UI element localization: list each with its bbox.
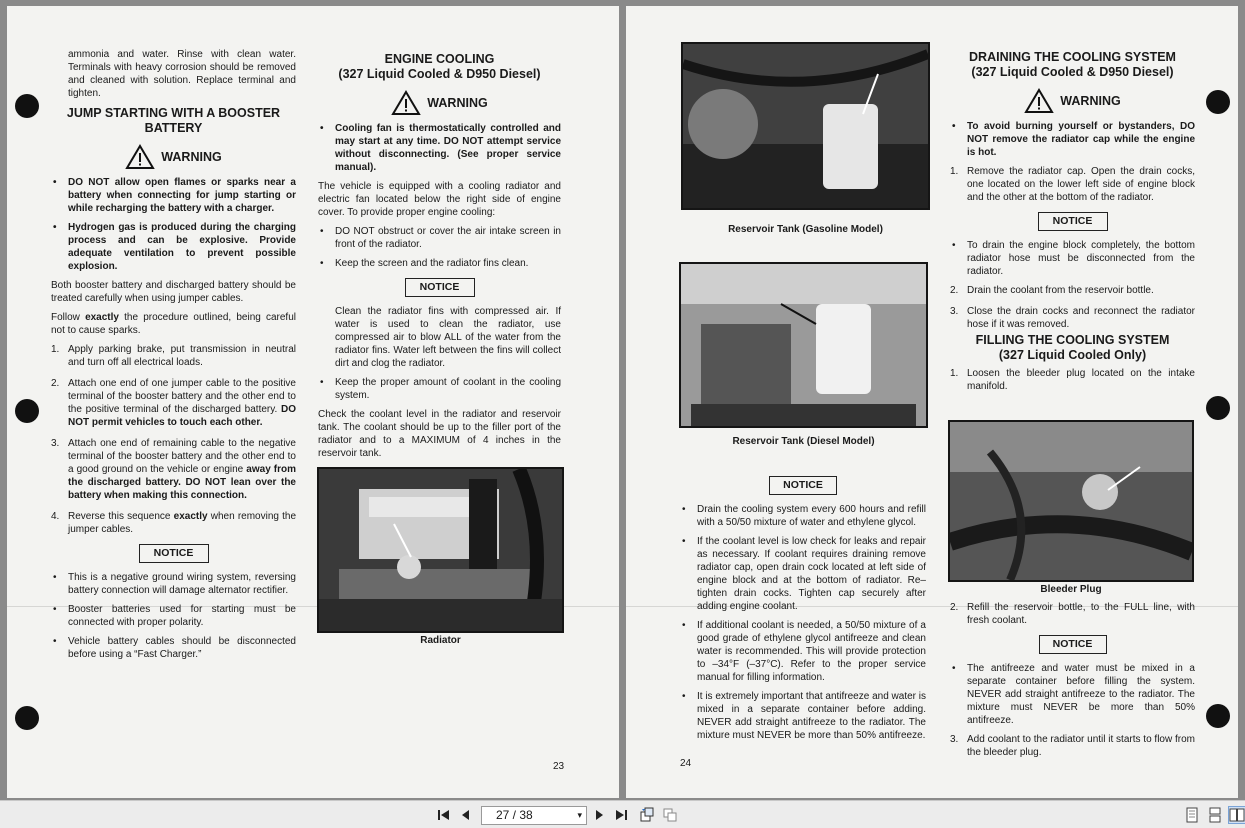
engine-cooling-heading: ENGINE COOLING (384, 52, 495, 66)
list-item: • Drain the cooling system every 600 hours and refill with a 50/50 mixture of water and ethylene glycol. (680, 503, 926, 529)
notice-list (680, 503, 926, 742)
paragraph: Check the coolant level in the radiator and reservoir tank. The coolant should be up to the filler port of the radiator and to a MAXIMUM of 4 inches in the reservoir tank. (318, 409, 561, 459)
steps-list (950, 165, 1195, 204)
binder-hole (1206, 90, 1230, 114)
list-item: • It is extremely important that antifreeze and water is mixed in a separate container before adding. NEVER add straight antifreeze to the radiator. The mixture must NEVER be more than 50% antifreeze. (680, 690, 926, 742)
bullet-list (318, 376, 561, 402)
page-23 (7, 6, 619, 798)
warning-label: WARNING (161, 149, 222, 164)
filling-heading: FILLING THE COOLING SYSTEM (975, 333, 1170, 347)
list-item: 2. Refill the reservoir bottle, to the FULL line, with fresh coolant. (950, 602, 1195, 626)
reservoir-gasoline-photo (681, 42, 930, 210)
warning-triangle-icon (391, 90, 421, 116)
radiator-caption: Radiator (420, 635, 461, 646)
last-page-icon[interactable] (613, 807, 629, 823)
list-item: • DO NOT allow open flames or sparks near a battery when connecting for jump starting or while recharging the battery with a charger. (51, 176, 296, 215)
page-24 (626, 6, 1238, 798)
steps-list (950, 733, 1195, 759)
warning-banner (318, 90, 561, 116)
steps-list (950, 284, 1195, 331)
paragraph: Both booster battery and discharged battery should be treated carefully when using jumper cables. (51, 280, 296, 304)
list-item: • Vehicle battery cables should be disconnected before using a “Fast Charger.” (51, 635, 296, 661)
notice-text: Clean the radiator fins with compressed air. If water is used to clean the radiator, use compressed air to blow ALL of the water from the radiator fins. Water left between the fins will collect dirt and clog the radiator. (335, 306, 561, 369)
intro-text: ammonia and water. Rinse with clean water. Terminals with heavy corrosion should be removed and cleaned with solution. Replace terminal and tighten. (68, 49, 296, 99)
continuous-icon[interactable] (1207, 807, 1223, 823)
right-column (318, 46, 561, 466)
viewer-toolbar (0, 800, 1245, 828)
list-item: 1. Remove the radiator cap. Open the drain cocks, one located on the lower left side of engine block and the other at the bottom of the radiator. (950, 166, 1195, 203)
list-item: • The antifreeze and water must be mixed in a separate container before filling the system. NEVER add straight antifreeze to the radiator. The mixture must NEVER be more than 50% antifreeze. (950, 662, 1195, 727)
warning-list (318, 122, 561, 174)
paragraph: The vehicle is equipped with a cooling radiator and electric fan located below the right side of engine cover. To provide proper engine cooling: (318, 181, 561, 218)
paragraph: Follow exactly the procedure outlined, being careful not to cause sparks. (51, 312, 296, 336)
draining-heading: DRAINING THE COOLING SYSTEM (969, 50, 1176, 64)
list-item: • DO NOT obstruct or cover the air intake screen in front of the radiator. (318, 225, 561, 251)
reservoir-diesel-image (681, 264, 926, 426)
binder-hole (1206, 704, 1230, 728)
single-page-icon[interactable] (1184, 807, 1200, 823)
notice-box: NOTICE (1039, 635, 1107, 654)
copy-icon[interactable] (662, 807, 678, 823)
chevron-down-icon: ▾ (577, 810, 582, 820)
right-column-lower (950, 601, 1195, 767)
notice-box: NOTICE (405, 278, 475, 297)
list-item: • If the coolant level is low check for leaks and repair as necessary. If coolant requires draining remove radiator cap, open drain cock located at left side of engine block and at the bottom of radiator. Re–tighten drain cocks. Tighten cap securely after adding engine coolant. (680, 535, 926, 613)
steps-list (51, 343, 296, 536)
reservoir-diesel-photo (679, 262, 928, 428)
bleeder-plug-photo (948, 420, 1194, 582)
two-page-icon[interactable] (1229, 807, 1245, 823)
list-item: • Cooling fan is thermostatically controlled and may start at any time. DO NOT attempt service without disconnecting. (See proper service manual). (318, 122, 561, 174)
left-column (680, 468, 926, 748)
warning-triangle-icon (125, 144, 155, 170)
notice-box: NOTICE (1038, 212, 1108, 231)
list-item: • Hydrogen gas is produced during the charging process and can be explosive. Provide adequate ventilation to prevent possible explosion. (51, 221, 296, 273)
warning-label: WARNING (427, 95, 488, 110)
radiator-photo (317, 467, 564, 633)
list-item: 3. Close the drain cocks and reconnect the radiator hose if it was removed. (950, 306, 1195, 330)
notice-box: NOTICE (769, 476, 837, 495)
list-item: • This is a negative ground wiring system, reversing battery connection will damage alternator rectifier. (51, 571, 296, 597)
notice-list (950, 239, 1195, 278)
list-item: 4. Reverse this sequence exactly when removing the jumper cables. (51, 511, 297, 535)
first-page-icon[interactable] (436, 807, 452, 823)
list-item: 2. Attach one end of one jumper cable to the positive terminal of the booster battery and the other end to the positive terminal of the discharged battery. DO NOT permit vehicles to touch each other. (51, 378, 296, 428)
list-item: • Keep the screen and the radiator fins clean. (318, 257, 561, 270)
bleeder-plug-caption: Bleeder Plug (1040, 584, 1102, 595)
list-item: • Booster batteries used for starting must be connected with proper polarity. (51, 603, 296, 629)
page-number: 23 (553, 761, 565, 772)
reservoir-gasoline-caption: Reservoir Tank (Gasoline Model) (728, 224, 883, 235)
radiator-image (319, 469, 562, 631)
reservoir-gasoline-image (683, 44, 928, 208)
warning-banner (950, 88, 1195, 114)
jump-start-heading: JUMP STARTING WITH A BOOSTER BATTERY (66, 106, 281, 135)
list-item: 1. Loosen the bleeder plug located on the intake manifold. (950, 368, 1195, 392)
steps-list (950, 601, 1195, 627)
reservoir-diesel-caption: Reservoir Tank (Diesel Model) (732, 436, 875, 447)
list-item: • To avoid burning yourself or bystanders, DO NOT remove the radiator cap while the engine is hot. (950, 120, 1195, 159)
list-item: • If additional coolant is needed, a 50/50 mixture of a good grade of ethylene glycol antifreeze and clean water is recommended. This will provide protection to –34°F (–37°C). Refer to the proper service manual for filling information. (680, 619, 926, 684)
prev-page-icon[interactable] (458, 807, 474, 823)
notice-list (51, 571, 296, 661)
filling-subheading: (327 Liquid Cooled Only) (998, 348, 1147, 362)
warning-list (950, 120, 1195, 159)
page-indicator: 27 / 38 (496, 808, 533, 822)
list-item: 2. Drain the coolant from the reservoir bottle. (950, 285, 1154, 296)
thumbnails-icon[interactable] (639, 807, 655, 823)
list-item: 1. Apply parking brake, put transmission in neutral and turn off all electrical loads. (51, 344, 296, 368)
list-item: 3. Add coolant to the radiator until it starts to flow from the bleeder plug. (950, 734, 1195, 758)
engine-cooling-subheading: (327 Liquid Cooled & D950 Diesel) (338, 67, 541, 81)
binder-hole (1206, 396, 1230, 420)
list-item: 3. Attach one end of remaining cable to the negative terminal of the booster battery and the other end to a good ground on the vehicle or engine away from the discharged battery. DO NOT lean over the battery when making this connection. (51, 438, 297, 501)
draining-subheading: (327 Liquid Cooled & D950 Diesel) (971, 65, 1174, 79)
page-number: 24 (680, 758, 692, 769)
bleeder-plug-image (950, 422, 1192, 580)
steps-list (950, 367, 1195, 393)
notice-box: NOTICE (139, 544, 209, 563)
warning-banner (51, 144, 296, 170)
warning-triangle-icon (1024, 88, 1054, 114)
next-page-icon[interactable] (591, 807, 607, 823)
bullet-list (318, 225, 561, 270)
warning-label: WARNING (1060, 93, 1121, 108)
warning-list (51, 176, 296, 273)
notice-list (950, 662, 1195, 727)
binder-hole (15, 94, 39, 118)
list-item: • To drain the engine block completely, the bottom radiator hose must be disconnected from the radiator. (950, 239, 1195, 278)
list-item: • Keep the proper amount of coolant in the cooling system. (318, 376, 561, 402)
right-column (950, 44, 1195, 401)
left-column (51, 48, 296, 667)
binder-hole (15, 706, 39, 730)
binder-hole (15, 399, 39, 423)
page-selector[interactable] (481, 806, 587, 825)
